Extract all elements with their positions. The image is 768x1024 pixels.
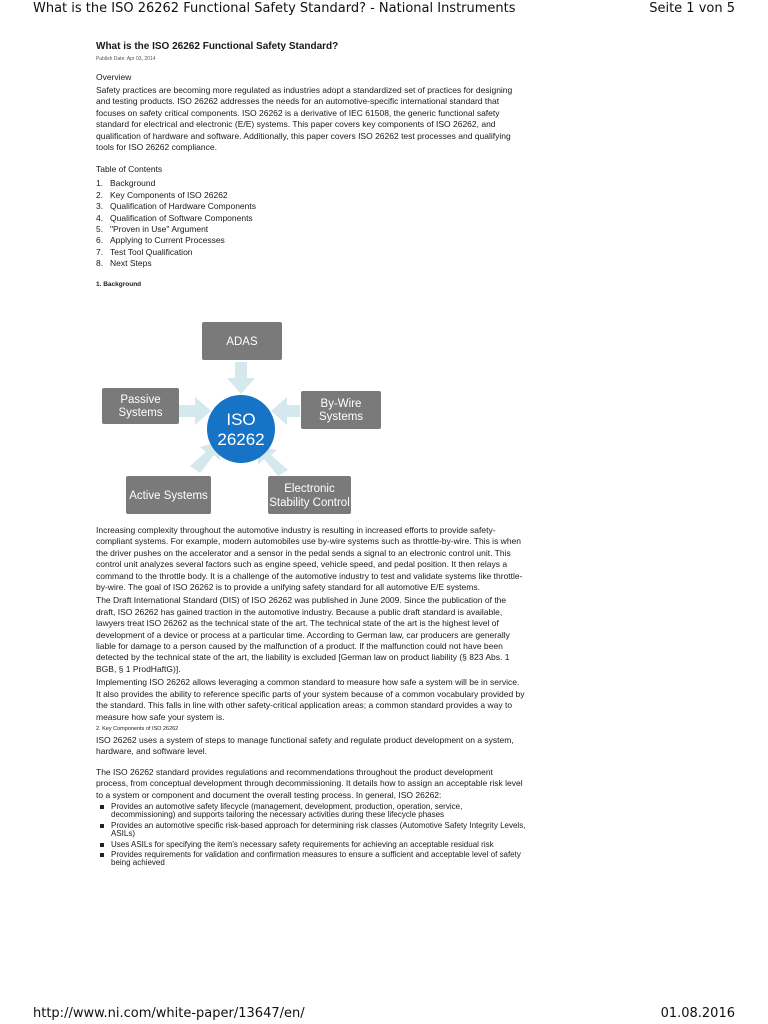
center-label-line1: ISO (226, 410, 256, 429)
label-active: Active Systems (129, 490, 208, 502)
toc-item[interactable]: 4. Qualification of Software Components (96, 212, 253, 223)
label-passive-line1: Passive (120, 394, 161, 406)
overview-paragraph: Safety practices are becoming more regulated as industries adopt a standardized set of practices for designing and testing products. ISO 26262 addresses the needs for an automotive-specific international standard that focuses on safety critical components. ISO 26262 is a derivative of IEC 61508, the generic functional safety standard for electrical and electronic (E/E) systems. This paper covers key components of ISO 26262, and qualification of hardware and software. Additionally, this paper covers ISO 26262 test processes and qualifying tools for ISO 26262 compliance. (96, 85, 513, 153)
label-adas: ADAS (226, 336, 258, 348)
center-label-line2: 26262 (217, 430, 265, 449)
toc-item[interactable]: 2. Key Components of ISO 26262 (96, 189, 228, 200)
list-item: Provides requirements for validation and confirmation measures to ensure a sufficient and acceptable level of safety being achieved (96, 851, 526, 868)
publish-date: Publish Date: Apr 03, 2014 (96, 56, 156, 62)
toc-item[interactable]: 7. Test Tool Qualification (96, 246, 193, 257)
label-bywire-line2: Systems (318, 411, 364, 423)
box-by-wire-systems (301, 391, 381, 429)
paragraph-implementing: Implementing ISO 26262 allows leveraging a common standard to measure how safe a system will be in service. It also provides the ability to reference specific parts of your system because of a common vocabulary provided by the standard. This falls in line with other safety-critical application areas; a common standard provides a way to measure how safe your system is. (96, 677, 525, 722)
iso26262-diagram (96, 318, 386, 520)
toc-item[interactable]: 8. Next Steps (96, 258, 152, 269)
table-of-contents (96, 178, 526, 269)
pdf-header (0, 0, 768, 20)
section-heading-key-components: 2. Key Components of ISO 26262 (96, 725, 179, 732)
paragraph-dis: The Draft International Standard (DIS) of ISO 26262 was published in June 2009. Since the publication of the draft, ISO 26262 has gained traction in the automotive industry. Because a public draft standard is available, lawyers treat ISO 26262 as the technical state of the art. The technical state of the art is the highest level of development of a device or process at a particular time. According to German law, car producers are generally liable for damage to a person caused by the malfunction of a product. If the malfunction could not have been detected by the technical state of the art, the liability is excluded [German law on product liability (§ 823 Abs. 1 BGB, § 1 ProdHaftG)]. (96, 595, 510, 674)
toc-item[interactable]: 6. Applying to Current Processes (96, 235, 225, 246)
list-item: Provides an automotive safety lifecycle (management, development, production, operation, service, decommissioning) and supports tailoring the necessary activities during these lifecycle phases (96, 803, 526, 820)
overview-label: Overview (96, 72, 132, 82)
paragraph-system-of-steps: ISO 26262 uses a system of steps to manage functional safety and regulate product development on a system, hardware, and software level. (96, 734, 514, 757)
diagram-svg (96, 318, 386, 520)
section-heading-background: 1. Background (96, 280, 142, 288)
footer-url[interactable]: http://www.ni.com/white-paper/13647/en/ (33, 1006, 305, 1021)
iso26262-circle (207, 395, 275, 463)
paragraph-complexity: Increasing complexity throughout the automotive industry is resulting in increased efforts to provide safety-compliant systems. For example, modern automobiles use by-wire systems such as throttle-by-wire. This is when the driver pushes on the accelerator and a sensor in the pedal sends a signal to an electronic control unit. This control unit analyzes several factors such as engine speed, vehicle speed, and pedal position. It then relays a command to the throttle body. It is a challenge of the automotive industry to test and validate systems like throttle-by-wire. The goal of ISO 26262 is to provide a unifying safety standard for all automotive E/E systems. (96, 525, 523, 593)
pdf-footer (0, 1004, 768, 1024)
toc-item[interactable]: 5. "Proven in Use" Argument (96, 224, 209, 235)
label-passive-line2: Systems (118, 407, 163, 419)
document-body (96, 40, 526, 289)
pdf-header-title: What is the ISO 26262 Functional Safety Standard? - National Instruments (33, 1, 516, 16)
paragraph-regulations: The ISO 26262 standard provides regulations and recommendations throughout the product development process, from conceptual development through decommissioning. It details how to assign an acceptable risk level to a system or component and document the overall testing process. In general, ISO 26262: (96, 766, 523, 800)
list-item: Uses ASILs for specifying the item's necessary safety requirements for achieving an acceptable residual risk (96, 841, 526, 849)
label-esc-line2: Stability Control (269, 497, 350, 509)
iso26262-provisions-list (96, 803, 526, 868)
pdf-page-number: Seite 1 von 5 (649, 1, 735, 16)
document-body-continued (96, 525, 526, 870)
page-title: What is the ISO 26262 Functional Safety Standard? (96, 41, 339, 52)
toc-label: Table of Contents (96, 164, 163, 175)
toc-item[interactable]: 1. Background (96, 178, 156, 189)
list-item: Provides an automotive specific risk-based approach for determining risk classes (Automotive Safety Integrity Levels, ASILs) (96, 822, 526, 839)
footer-date: 01.08.2016 (660, 1006, 735, 1021)
label-bywire-line1: By-Wire (320, 398, 362, 410)
toc-item[interactable]: 3. Qualification of Hardware Components (96, 201, 256, 212)
label-esc-line1: Electronic (284, 483, 335, 495)
